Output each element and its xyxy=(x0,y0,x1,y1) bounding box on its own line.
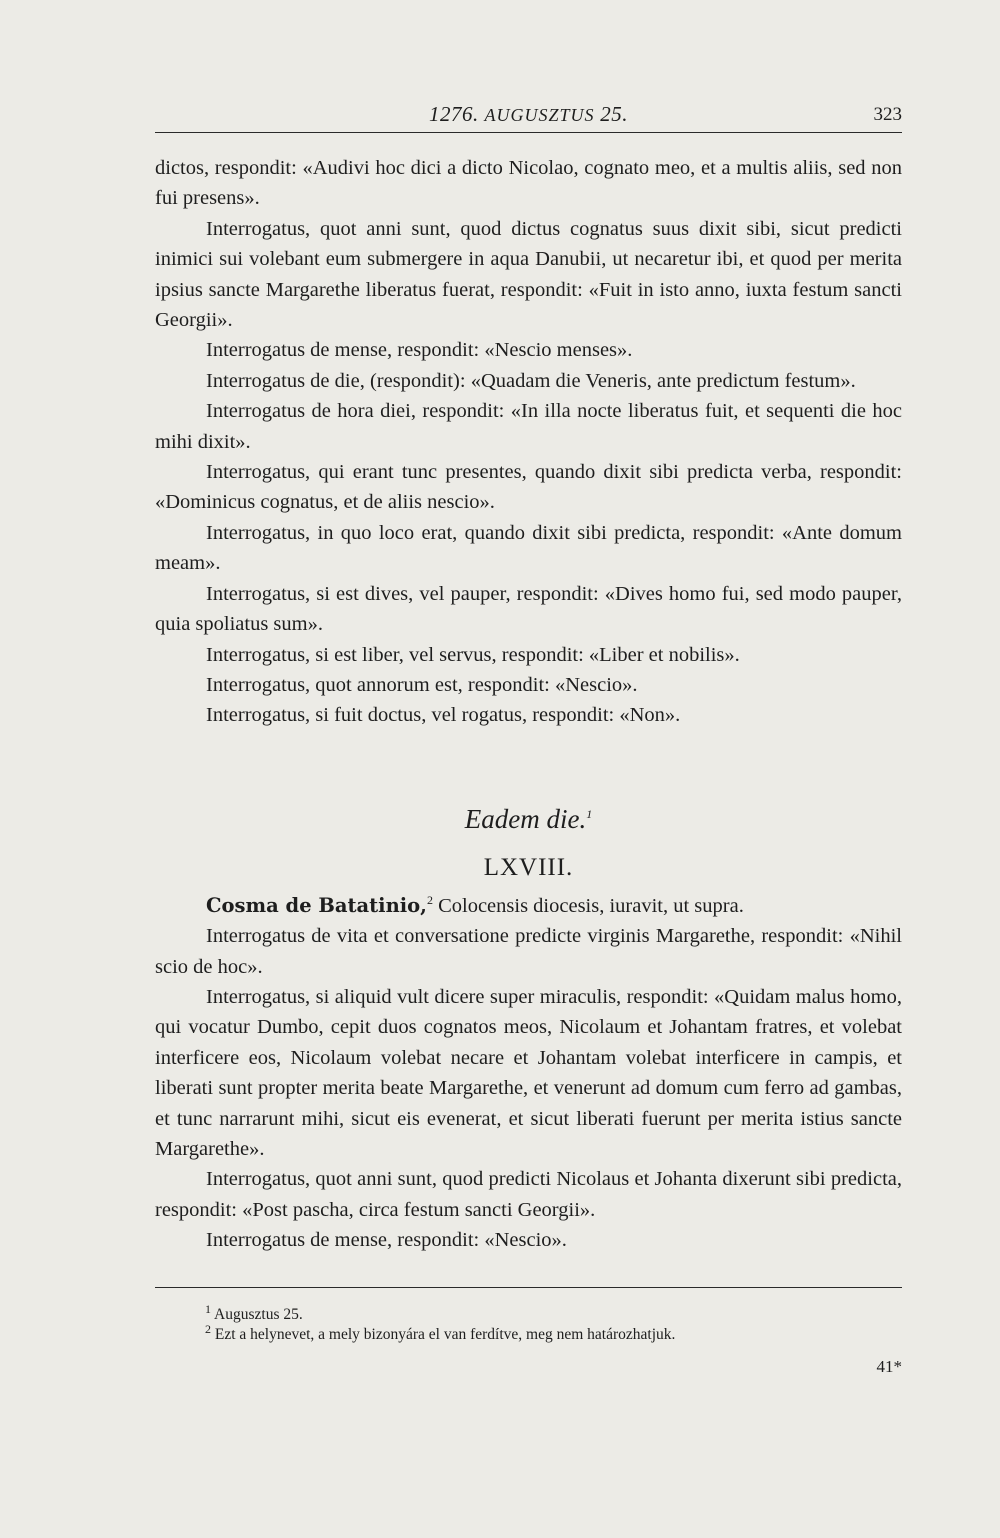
witness-rest: Colocensis diocesis, iuravit, ut supra. xyxy=(432,894,744,917)
header-month: AUGUSZTUS xyxy=(484,105,595,125)
main-text xyxy=(155,153,902,1256)
witness-name: Cosma de Batatinio, xyxy=(206,893,427,917)
paragraph: Interrogatus, qui erant tunc presentes, quando dixit sibi predicta verba, respondit: «Dominicus cognatus, et de aliis nescio». xyxy=(155,461,902,514)
footnote-rule xyxy=(155,1287,902,1288)
section-number: LXVIII. xyxy=(483,853,574,881)
paragraph: Interrogatus de hora diei, respondit: «In illa nocte liberatus fuit, et sequenti die hoc mihi dixit». xyxy=(155,400,902,453)
paragraph: Interrogatus, si est liber, vel servus, respondit: «Liber et nobilis». xyxy=(206,643,740,666)
section-date-heading xyxy=(155,801,902,837)
header-title xyxy=(155,102,902,127)
paragraph: dictos, respondit: «Audivi hoc dici a dicto Nicolao, cognato meo, et a multis aliis, sed non fui presens». xyxy=(155,157,902,210)
footnotes xyxy=(205,1301,905,1345)
footnote-ref-1: 1 xyxy=(586,806,593,821)
header-rule xyxy=(155,132,902,133)
paragraph: Interrogatus, si aliquid vult dicere super miraculis, respondit: «Quidam malus homo, qui vocatur Dumbo, cepit duos cognatos meos, Nicolaum et Johantam fratres, et volebat interficere eos, Nicolaum volebat necare et Johantam volebat interficere in campis, et liberati sunt propter merita beate Margarethe, et venerunt ad domum cum ferro ad gambas, et tunc narrarunt mihi, sicut eis evenerat, et sicut liberati fuerunt per merita istius sancte Margarethe». xyxy=(155,985,902,1160)
paragraph: Interrogatus, quot annorum est, respondit: «Nescio». xyxy=(206,673,638,696)
footnote-1 xyxy=(205,1301,905,1325)
paragraph: Interrogatus, si fuit doctus, vel rogatus, respondit: «Non». xyxy=(206,704,681,727)
paragraph: Interrogatus, quot anni sunt, quod predicti Nicolaus et Johanta dixerunt sibi predicta, respondit: «Post pascha, circa festum sancti Georgii». xyxy=(155,1168,902,1221)
paragraph: Interrogatus, quot anni sunt, quod dictus cognatus suus dixit sibi, sicut predicti inimici sui volebant eum submergere in aqua Danubii, ut necaretur ibi, et quod per merita ipsius sancte Margarethe liberatus fuerat, respondit: «Fuit in isto anno, iuxta festum sancti Georgii». xyxy=(155,217,902,332)
paragraph: Interrogatus, in quo loco erat, quando dixit sibi predicta, respondit: «Ante domum meam». xyxy=(155,521,902,575)
page-number: 323 xyxy=(873,104,902,125)
section-date-text: Eadem die. xyxy=(464,803,587,834)
footnote-ref-2: 2 xyxy=(426,892,433,907)
paragraph: Interrogatus de mense, respondit: «Nescio». xyxy=(206,1229,567,1252)
witness-paragraph xyxy=(155,891,902,921)
footnote-mark: 2 xyxy=(205,1321,211,1336)
footnote-text: Ezt a helynevet, a mely bizonyára el van ferdítve, meg nem határozhatjuk. xyxy=(214,1326,676,1343)
signature-mark: 41* xyxy=(876,1357,902,1376)
running-header xyxy=(155,100,902,136)
paragraph: Interrogatus de vita et conversatione predicte virginis Margarethe, respondit: «Nihil scio de hoc». xyxy=(155,925,902,978)
footnote-text: Augusztus 25. xyxy=(214,1306,303,1323)
paragraph: Interrogatus de die, (respondit): «Quadam die Veneris, ante predictum festum». xyxy=(206,369,856,392)
header-year: 1276. xyxy=(428,102,479,126)
footnote-2 xyxy=(205,1321,905,1345)
paragraph: Interrogatus de mense, respondit: «Nescio menses». xyxy=(206,339,633,362)
paragraph: Interrogatus, si est dives, vel pauper, respondit: «Dives homo fui, sed modo pauper, quia spoliatus sum». xyxy=(155,582,902,636)
header-day: 25. xyxy=(600,102,628,126)
footnote-mark: 1 xyxy=(205,1301,211,1316)
